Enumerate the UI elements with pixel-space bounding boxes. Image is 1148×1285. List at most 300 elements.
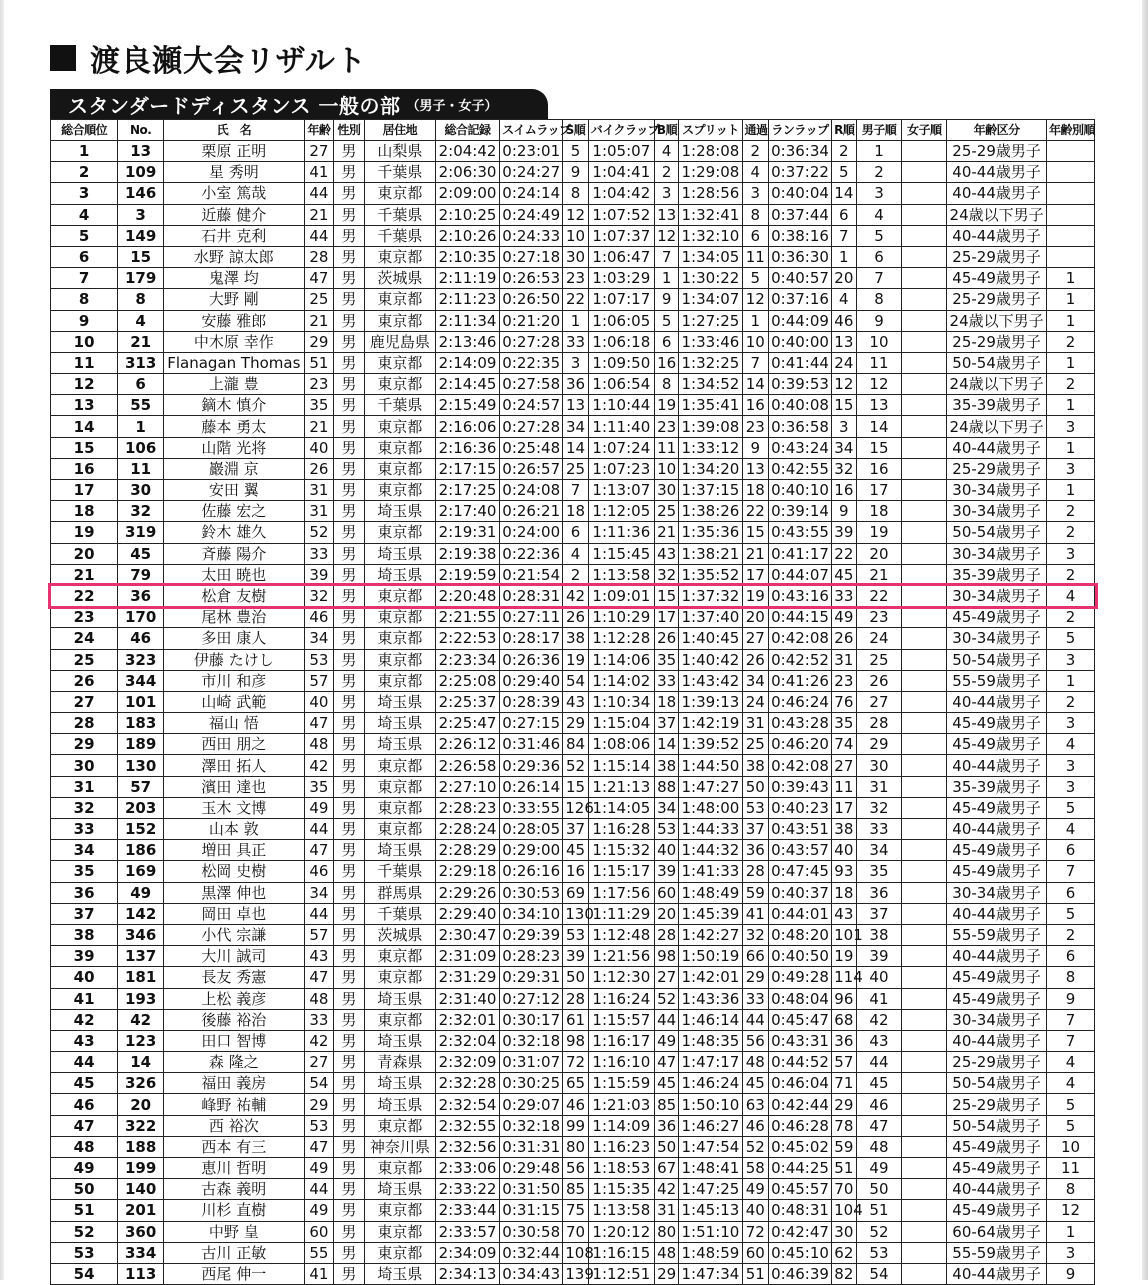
split-rank-cell: 21 [742,543,768,564]
run-rank-cell: 13 [832,331,856,352]
run-rank-cell: 76 [832,691,856,712]
age-category-rank-cell: 4 [1047,734,1095,755]
run-lap-cell: 0:39:14 [768,501,831,522]
age-category-cell: 45-49歳男子 [947,797,1047,818]
swim-rank-cell: 23 [563,268,588,289]
residence-cell: 東京都 [364,819,435,840]
swim-rank-cell: 12 [563,204,588,225]
female-rank-cell [902,268,947,289]
split-time-cell: 1:28:56 [679,183,742,204]
male-rank-cell: 48 [856,1136,902,1157]
bib-number-cell: 46 [118,628,164,649]
split-rank-cell: 7 [742,352,768,373]
total-time-cell: 2:32:09 [435,1052,499,1073]
age-cell: 21 [304,416,334,437]
swim-lap-cell: 0:32:44 [500,1242,563,1263]
residence-cell: 東京都 [364,458,435,479]
age-cell: 28 [304,246,334,267]
total-time-cell: 2:21:55 [435,607,499,628]
run-lap-cell: 0:43:31 [768,1030,831,1051]
male-rank-cell: 50 [856,1179,902,1200]
gender-cell: 男 [334,776,365,797]
bike-rank-cell: 34 [654,797,678,818]
bike-lap-cell: 1:09:01 [588,585,654,606]
overall-rank-cell: 19 [51,522,118,543]
age-category-cell: 40-44歳男子 [947,946,1047,967]
male-rank-cell: 26 [856,670,902,691]
age-cell: 35 [304,395,334,416]
residence-cell: 東京都 [364,352,435,373]
run-rank-cell: 82 [832,1263,856,1284]
table-row [51,1094,1095,1115]
table-row [51,1052,1095,1073]
age-cell: 34 [304,628,334,649]
swim-lap-cell: 0:24:57 [500,395,563,416]
run-lap-cell: 0:44:52 [768,1052,831,1073]
female-rank-cell [902,1052,947,1073]
bib-number-cell: 319 [118,522,164,543]
table-row [51,607,1095,628]
swim-rank-cell: 69 [563,882,588,903]
run-rank-cell: 9 [832,501,856,522]
age-category-cell: 40-44歳男子 [947,903,1047,924]
overall-rank-cell: 39 [51,946,118,967]
bike-lap-cell: 1:15:32 [588,840,654,861]
bike-rank-cell: 12 [654,225,678,246]
bib-number-cell: 4 [118,310,164,331]
gender-cell: 男 [334,882,365,903]
split-rank-cell: 46 [742,1115,768,1136]
swim-rank-cell: 26 [563,607,588,628]
run-lap-cell: 0:39:43 [768,776,831,797]
run-rank-cell: 32 [832,458,856,479]
page-edge-left [0,0,4,1280]
athlete-name-cell: 太田 暁也 [164,564,305,585]
age-cell: 25 [304,289,334,310]
female-rank-cell [902,183,947,204]
age-category-cell: 40-44歳男子 [947,819,1047,840]
female-rank-cell [902,480,947,501]
age-category-cell: 45-49歳男子 [947,713,1047,734]
bike-rank-cell: 11 [654,437,678,458]
column-header: No. [118,120,164,141]
residence-cell: 東京都 [364,776,435,797]
bike-rank-cell: 50 [654,1136,678,1157]
swim-lap-cell: 0:26:36 [500,649,563,670]
gender-cell: 男 [334,840,365,861]
age-category-cell: 45-49歳男子 [947,967,1047,988]
run-rank-cell: 23 [832,670,856,691]
age-category-rank-cell: 2 [1047,607,1095,628]
overall-rank-cell: 53 [51,1242,118,1263]
bib-number-cell: 188 [118,1136,164,1157]
residence-cell: 千葉県 [364,903,435,924]
bike-lap-cell: 1:03:29 [588,268,654,289]
swim-rank-cell: 22 [563,289,588,310]
residence-cell: 東京都 [364,522,435,543]
total-time-cell: 2:31:29 [435,967,499,988]
run-rank-cell: 43 [832,903,856,924]
gender-cell: 男 [334,1094,365,1115]
split-rank-cell: 51 [742,1263,768,1284]
run-lap-cell: 0:44:01 [768,903,831,924]
swim-rank-cell: 126 [563,797,588,818]
residence-cell: 群馬県 [364,882,435,903]
total-time-cell: 2:34:09 [435,1242,499,1263]
bike-rank-cell: 42 [654,1179,678,1200]
run-lap-cell: 0:40:04 [768,183,831,204]
age-cell: 47 [304,713,334,734]
gender-cell: 男 [334,1179,365,1200]
gender-cell: 男 [334,522,365,543]
bib-number-cell: 30 [118,480,164,501]
swim-rank-cell: 5 [563,141,588,162]
swim-lap-cell: 0:28:05 [500,819,563,840]
age-cell: 49 [304,797,334,818]
gender-cell: 男 [334,649,365,670]
split-rank-cell: 29 [742,967,768,988]
bib-number-cell: 1 [118,416,164,437]
run-lap-cell: 0:39:53 [768,374,831,395]
gender-cell: 男 [334,225,365,246]
run-rank-cell: 38 [832,819,856,840]
athlete-name-cell: 田口 智博 [164,1030,305,1051]
split-time-cell: 1:48:35 [679,1030,742,1051]
residence-cell: 東京都 [364,585,435,606]
swim-rank-cell: 56 [563,1158,588,1179]
age-category-rank-cell: 9 [1047,1263,1095,1284]
gender-cell: 男 [334,437,365,458]
age-category-cell: 45-49歳男子 [947,861,1047,882]
split-rank-cell: 15 [742,522,768,543]
table-row [51,331,1095,352]
bike-rank-cell: 60 [654,882,678,903]
swim-lap-cell: 0:27:58 [500,374,563,395]
total-time-cell: 2:23:34 [435,649,499,670]
gender-cell: 男 [334,246,365,267]
swim-rank-cell: 3 [563,352,588,373]
split-rank-cell: 22 [742,501,768,522]
swim-lap-cell: 0:21:20 [500,310,563,331]
total-time-cell: 2:11:34 [435,310,499,331]
overall-rank-cell: 21 [51,564,118,585]
female-rank-cell [902,1179,947,1200]
swim-rank-cell: 70 [563,1221,588,1242]
gender-cell: 男 [334,183,365,204]
age-category-rank-cell: 4 [1047,819,1095,840]
bib-number-cell: 49 [118,882,164,903]
age-category-cell: 30-34歳男子 [947,628,1047,649]
split-rank-cell: 58 [742,1158,768,1179]
age-category-cell: 45-49歳男子 [947,607,1047,628]
overall-rank-cell: 34 [51,840,118,861]
split-time-cell: 1:34:05 [679,246,742,267]
female-rank-cell [902,246,947,267]
total-time-cell: 2:26:12 [435,734,499,755]
athlete-name-cell: 西 裕次 [164,1115,305,1136]
overall-rank-cell: 13 [51,395,118,416]
bib-number-cell: 183 [118,713,164,734]
female-rank-cell [902,1094,947,1115]
age-category-cell: 50-54歳男子 [947,1073,1047,1094]
athlete-name-cell: 恵川 哲明 [164,1158,305,1179]
age-category-rank-cell: 5 [1047,628,1095,649]
bike-lap-cell: 1:05:07 [588,141,654,162]
female-rank-cell [902,1242,947,1263]
female-rank-cell [902,670,947,691]
gender-cell: 男 [334,204,365,225]
split-time-cell: 1:34:07 [679,289,742,310]
split-rank-cell: 40 [742,1200,768,1221]
total-time-cell: 2:11:19 [435,268,499,289]
residence-cell: 埼玉県 [364,564,435,585]
swim-rank-cell: 25 [563,458,588,479]
table-row [51,946,1095,967]
bike-rank-cell: 6 [654,331,678,352]
gender-cell: 男 [334,585,365,606]
total-time-cell: 2:33:57 [435,1221,499,1242]
run-rank-cell: 62 [832,1242,856,1263]
age-category-rank-cell: 2 [1047,924,1095,945]
residence-cell: 東京都 [364,246,435,267]
bib-number-cell: 193 [118,988,164,1009]
run-lap-cell: 0:45:47 [768,1009,831,1030]
split-time-cell: 1:33:46 [679,331,742,352]
run-lap-cell: 0:43:24 [768,437,831,458]
age-category-cell: 35-39歳男子 [947,395,1047,416]
female-rank-cell [902,225,947,246]
residence-cell: 東京都 [364,183,435,204]
split-time-cell: 1:27:25 [679,310,742,331]
age-category-rank-cell: 4 [1047,1052,1095,1073]
overall-rank-cell: 27 [51,691,118,712]
age-category-cell: 25-29歳男子 [947,331,1047,352]
run-lap-cell: 0:40:50 [768,946,831,967]
bike-rank-cell: 25 [654,501,678,522]
overall-rank-cell: 37 [51,903,118,924]
total-time-cell: 2:31:40 [435,988,499,1009]
female-rank-cell [902,649,947,670]
residence-cell: 東京都 [364,797,435,818]
athlete-name-cell: 大野 剛 [164,289,305,310]
run-rank-cell: 27 [832,755,856,776]
athlete-name-cell: 玉木 文博 [164,797,305,818]
bike-rank-cell: 44 [654,1009,678,1030]
bib-number-cell: 55 [118,395,164,416]
bike-lap-cell: 1:12:05 [588,501,654,522]
swim-lap-cell: 0:28:17 [500,628,563,649]
athlete-name-cell: 古川 正敏 [164,1242,305,1263]
column-header: 氏 名 [164,120,305,141]
athlete-name-cell: 山階 光将 [164,437,305,458]
age-category-cell: 40-44歳男子 [947,1263,1047,1284]
bike-rank-cell: 18 [654,691,678,712]
bib-number-cell: 360 [118,1221,164,1242]
split-time-cell: 1:35:41 [679,395,742,416]
bike-lap-cell: 1:13:58 [588,564,654,585]
bib-number-cell: 8 [118,289,164,310]
residence-cell: 東京都 [364,1242,435,1263]
swim-lap-cell: 0:28:39 [500,691,563,712]
athlete-name-cell: 佐藤 宏之 [164,501,305,522]
male-rank-cell: 9 [856,310,902,331]
total-time-cell: 2:19:31 [435,522,499,543]
split-time-cell: 1:42:19 [679,713,742,734]
male-rank-cell: 23 [856,607,902,628]
age-category-rank-cell: 4 [1047,1073,1095,1094]
column-header: 通過 [742,120,768,141]
run-lap-cell: 0:46:20 [768,734,831,755]
bib-number-cell: 199 [118,1158,164,1179]
split-time-cell: 1:30:22 [679,268,742,289]
table-row [51,141,1095,162]
run-rank-cell: 29 [832,1094,856,1115]
gender-cell: 男 [334,713,365,734]
total-time-cell: 2:33:44 [435,1200,499,1221]
overall-rank-cell: 8 [51,289,118,310]
bike-rank-cell: 5 [654,310,678,331]
total-time-cell: 2:14:45 [435,374,499,395]
overall-rank-cell: 2 [51,162,118,183]
male-rank-cell: 35 [856,861,902,882]
bike-lap-cell: 1:16:23 [588,1136,654,1157]
female-rank-cell [902,352,947,373]
gender-cell: 男 [334,628,365,649]
gender-cell: 男 [334,861,365,882]
split-rank-cell: 13 [742,458,768,479]
run-lap-cell: 0:46:39 [768,1263,831,1284]
age-cell: 47 [304,967,334,988]
gender-cell: 男 [334,458,365,479]
total-time-cell: 2:29:18 [435,861,499,882]
male-rank-cell: 7 [856,268,902,289]
age-category-rank-cell: 2 [1047,501,1095,522]
run-lap-cell: 0:42:52 [768,649,831,670]
overall-rank-cell: 32 [51,797,118,818]
age-category-rank-cell: 2 [1047,522,1095,543]
athlete-name-cell: 中野 皇 [164,1221,305,1242]
run-lap-cell: 0:37:22 [768,162,831,183]
age-category-cell: 25-29歳男子 [947,141,1047,162]
female-rank-cell [902,1263,947,1284]
column-header: 年齢別順 [1047,120,1095,141]
bike-rank-cell: 37 [654,713,678,734]
swim-rank-cell: 29 [563,713,588,734]
residence-cell: 東京都 [364,649,435,670]
total-time-cell: 2:10:35 [435,246,499,267]
bib-number-cell: 123 [118,1030,164,1051]
male-rank-cell: 40 [856,967,902,988]
female-rank-cell [902,691,947,712]
bike-rank-cell: 88 [654,776,678,797]
age-category-cell: 24歳以下男子 [947,416,1047,437]
swim-lap-cell: 0:26:14 [500,776,563,797]
bike-rank-cell: 19 [654,395,678,416]
age-category-cell: 40-44歳男子 [947,1030,1047,1051]
run-lap-cell: 0:37:44 [768,204,831,225]
bike-lap-cell: 1:11:36 [588,522,654,543]
swim-rank-cell: 53 [563,924,588,945]
bib-number-cell: 6 [118,374,164,395]
swim-rank-cell: 50 [563,967,588,988]
male-rank-cell: 49 [856,1158,902,1179]
gender-cell: 男 [334,607,365,628]
swim-rank-cell: 39 [563,946,588,967]
split-time-cell: 1:47:54 [679,1136,742,1157]
swim-lap-cell: 0:29:36 [500,755,563,776]
male-rank-cell: 17 [856,480,902,501]
athlete-name-cell: 黒澤 伸也 [164,882,305,903]
run-lap-cell: 0:40:57 [768,268,831,289]
age-cell: 55 [304,1242,334,1263]
table-row [51,691,1095,712]
swim-rank-cell: 2 [563,564,588,585]
swim-rank-cell: 30 [563,246,588,267]
swim-rank-cell: 61 [563,1009,588,1030]
age-category-cell: 50-54歳男子 [947,1115,1047,1136]
run-lap-cell: 0:48:04 [768,988,831,1009]
age-category-cell: 40-44歳男子 [947,691,1047,712]
age-cell: 31 [304,501,334,522]
bike-lap-cell: 1:12:30 [588,967,654,988]
bike-rank-cell: 16 [654,352,678,373]
athlete-name-cell: Flanagan Thomas [164,352,305,373]
overall-rank-cell: 6 [51,246,118,267]
split-time-cell: 1:42:01 [679,967,742,988]
male-rank-cell: 52 [856,1221,902,1242]
swim-rank-cell: 72 [563,1052,588,1073]
swim-lap-cell: 0:23:01 [500,141,563,162]
run-lap-cell: 0:47:45 [768,861,831,882]
gender-cell: 男 [334,967,365,988]
overall-rank-cell: 5 [51,225,118,246]
swim-rank-cell: 42 [563,585,588,606]
male-rank-cell: 21 [856,564,902,585]
total-time-cell: 2:30:47 [435,924,499,945]
table-row [51,289,1095,310]
split-time-cell: 1:39:08 [679,416,742,437]
age-category-cell: 25-29歳男子 [947,458,1047,479]
male-rank-cell: 13 [856,395,902,416]
table-row [51,204,1095,225]
age-cell: 35 [304,776,334,797]
column-header: R順 [832,120,856,141]
bib-number-cell: 101 [118,691,164,712]
age-category-rank-cell: 1 [1047,289,1095,310]
residence-cell: 東京都 [364,416,435,437]
age-category-rank-cell: 6 [1047,946,1095,967]
athlete-name-cell: 濱田 達也 [164,776,305,797]
bike-rank-cell: 32 [654,564,678,585]
gender-cell: 男 [334,162,365,183]
swim-rank-cell: 52 [563,755,588,776]
total-time-cell: 2:06:30 [435,162,499,183]
female-rank-cell [902,564,947,585]
swim-rank-cell: 65 [563,1073,588,1094]
residence-cell: 千葉県 [364,162,435,183]
overall-rank-cell: 23 [51,607,118,628]
table-row [51,374,1095,395]
run-rank-cell: 11 [832,776,856,797]
run-lap-cell: 0:42:55 [768,458,831,479]
age-cell: 29 [304,1094,334,1115]
run-rank-cell: 18 [832,882,856,903]
bike-rank-cell: 33 [654,670,678,691]
male-rank-cell: 39 [856,946,902,967]
bike-lap-cell: 1:13:07 [588,480,654,501]
page-title-text: 渡良瀬大会リザルト [90,44,367,79]
swim-lap-cell: 0:33:55 [500,797,563,818]
